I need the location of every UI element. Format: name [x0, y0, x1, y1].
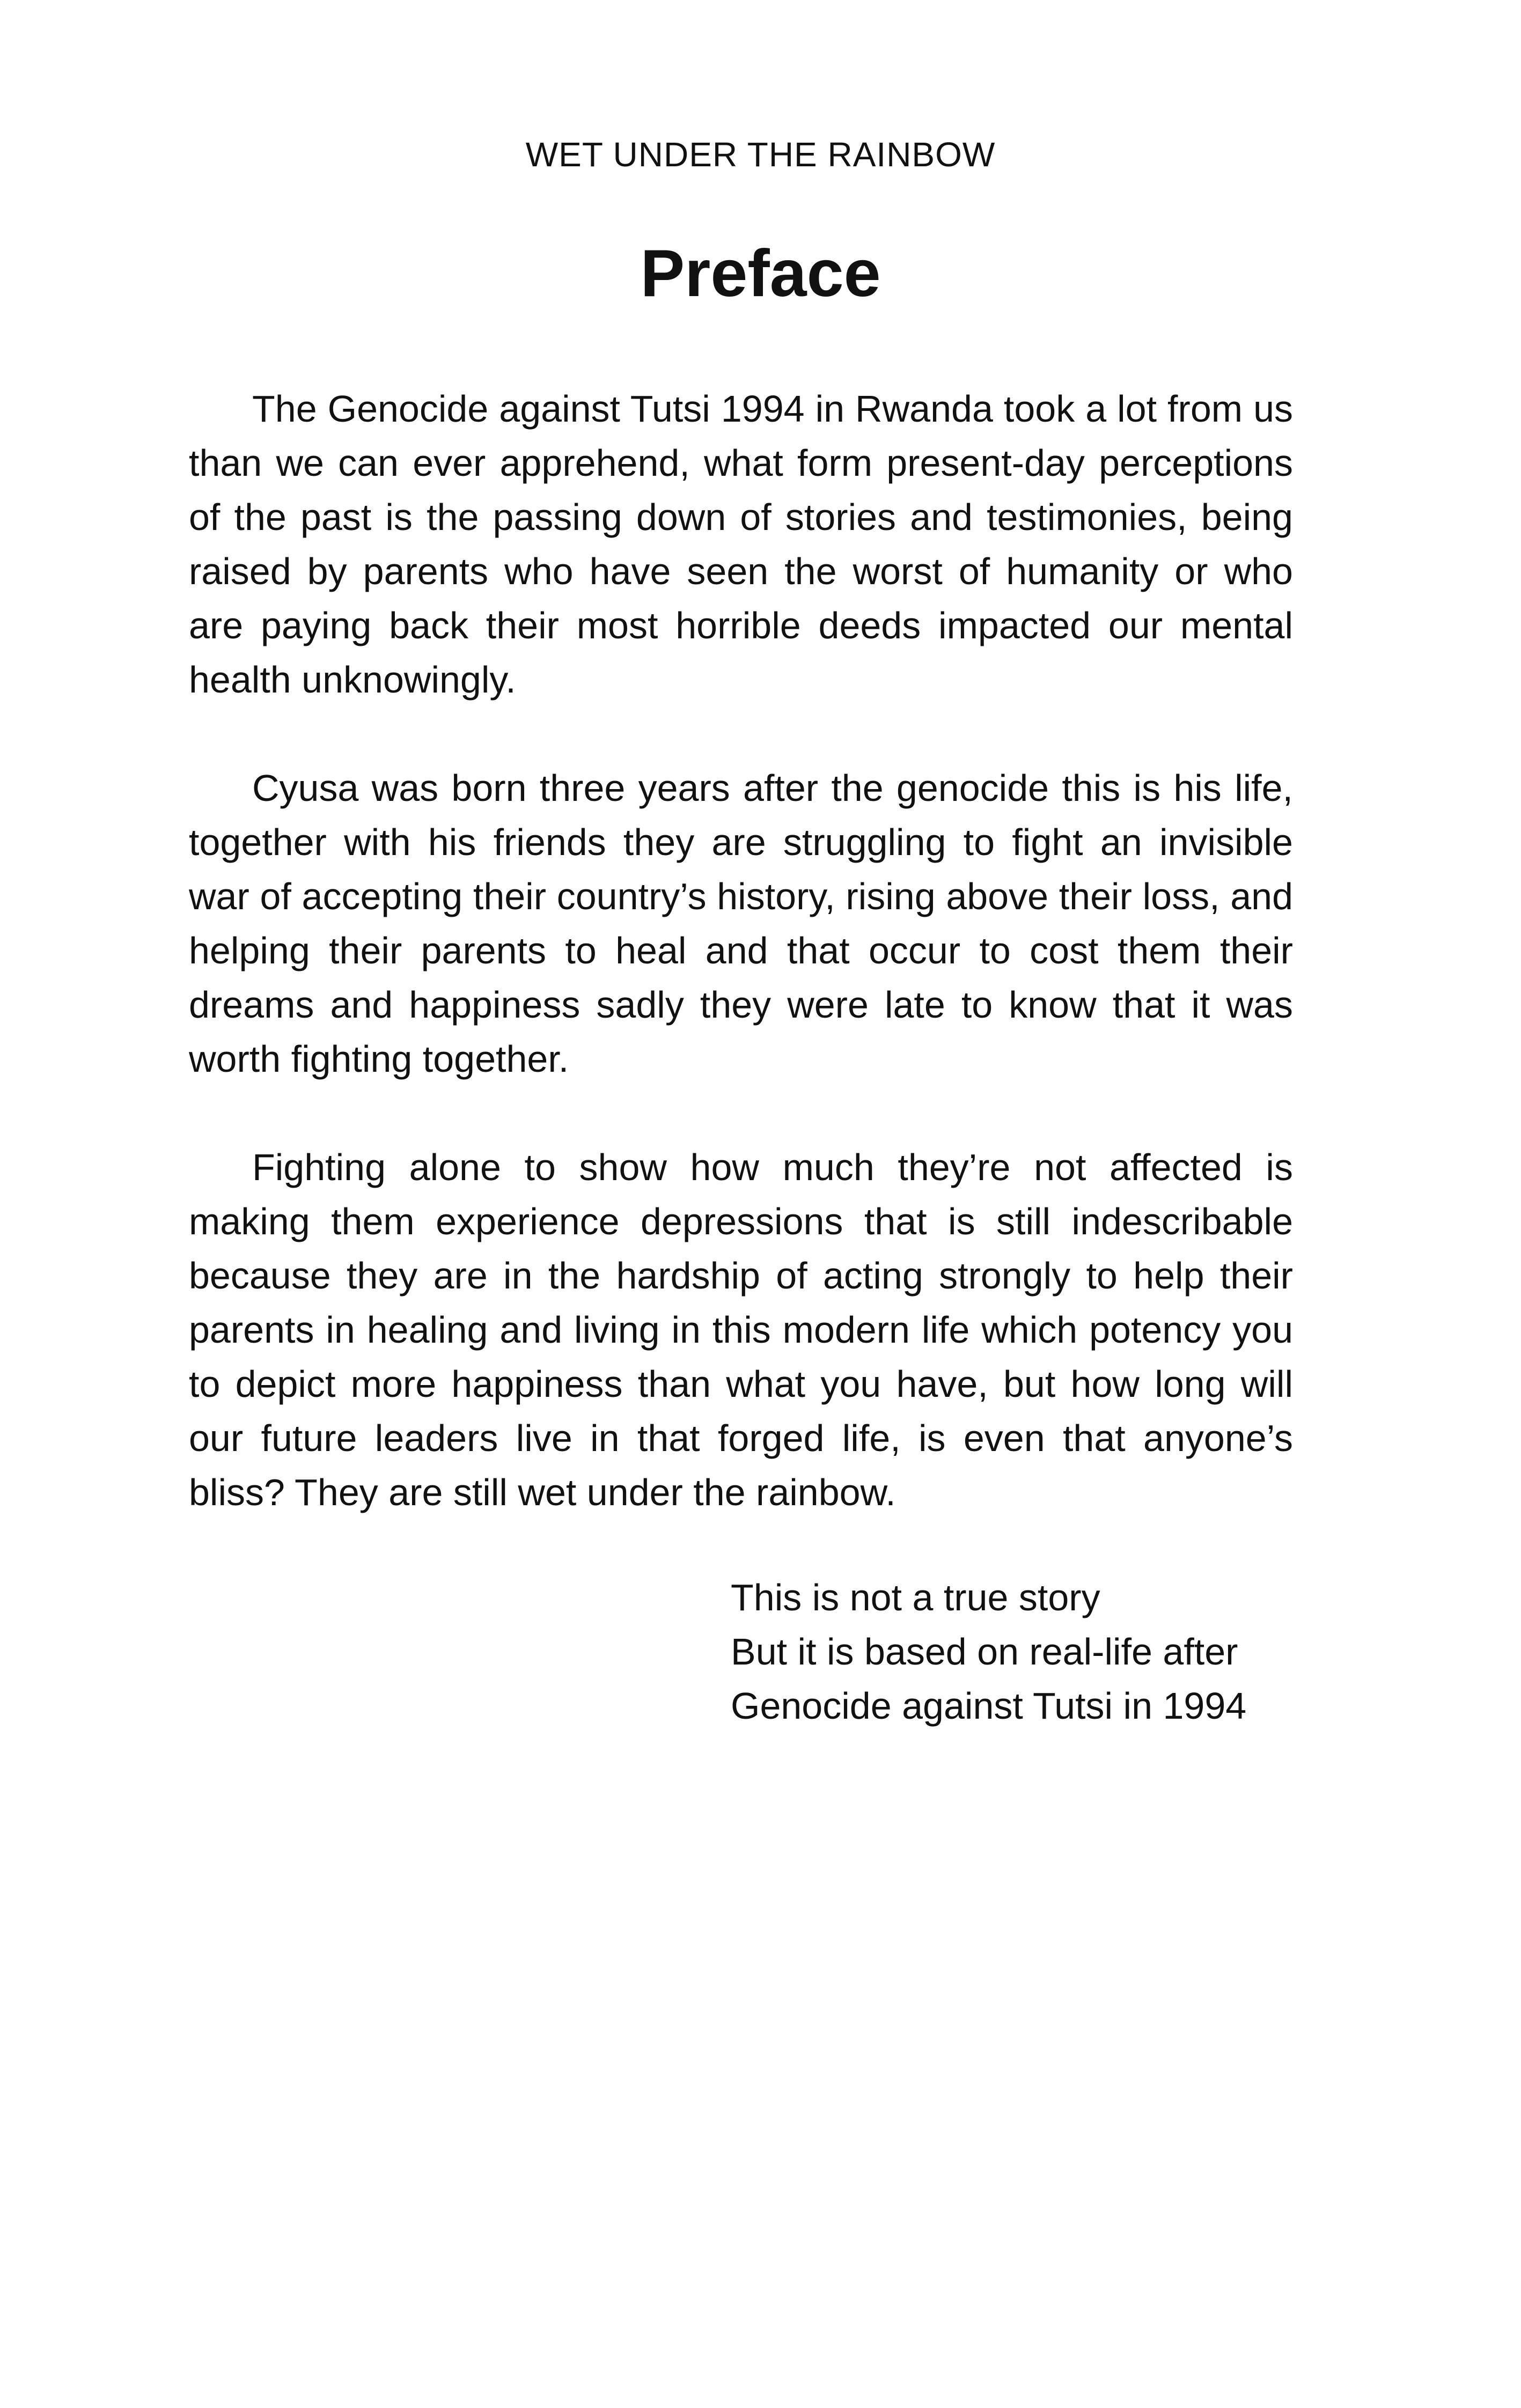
chapter-title: Preface	[640, 237, 881, 311]
running-header: WET UNDER THE RAINBOW	[525, 135, 996, 174]
paragraph-3: Fighting alone to show how much they’re not affected is making them experience depressions that is still indescribable because they are in the hardship of acting strongly to help their parents in healing and living in this modern life which potency you to depict more happiness than what you have, but how long will our future leaders live in that forged life, is even that anyone’s bliss? They are still wet under the rainbow.	[189, 1146, 1293, 1513]
paragraph-2: Cyusa was born three years after the genocide this is his life, together with his friends they are struggling to fight an invisible war of accepting their country’s history, rising above their loss, and helping their parents to heal and that occur to cost them their dreams and happiness sadly they were late to know that it was worth fighting together.	[189, 767, 1293, 1080]
preface-body	[189, 382, 1293, 1574]
paragraph-1: The Genocide against Tutsi 1994 in Rwanda took a lot from us than we can ever apprehend, what form present-day perceptions of the past is the passing down of stories and testimonies, being raised by parents who have seen the worst of humanity or who are paying back their most horrible deeds impacted our mental health unknowingly.	[189, 388, 1293, 701]
closing-note-line-1: This is not a true story	[731, 1577, 1100, 1618]
closing-note-line-3: Genocide against Tutsi in 1994	[731, 1685, 1247, 1727]
closing-note	[731, 1571, 1321, 1733]
closing-note-line-2: But it is based on real-life after	[731, 1631, 1238, 1673]
